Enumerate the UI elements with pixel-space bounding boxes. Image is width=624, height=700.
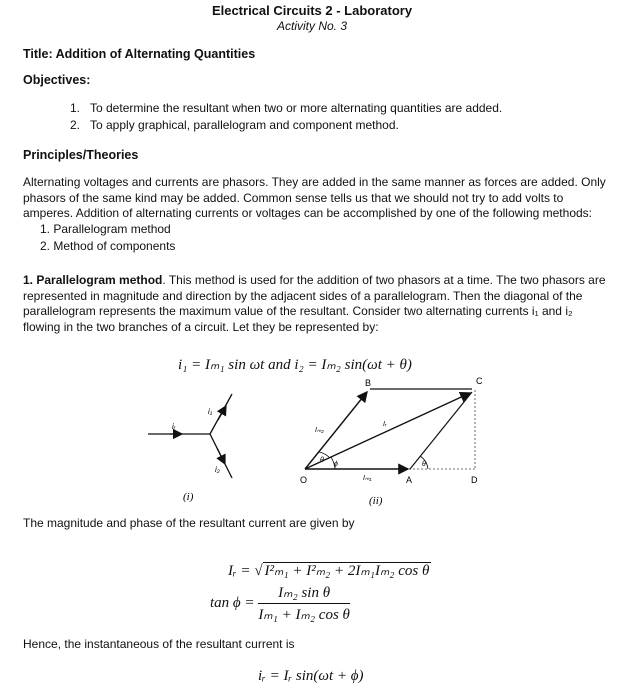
point-b: B: [365, 378, 372, 388]
principles-paragraph: Alternating voltages and currents are phasors. They are added in the same manner as forces are added. Only phasors of the same kind may be added. Common sense tells us that we should not try to add volts to amperes. Addition of alternating currents or voltages can be accomplished by one of the following methods:: [23, 175, 606, 220]
caption-ii: (ii): [369, 495, 383, 507]
list-item: 1. To determine the resultant when two or more alternating quantities are added.: [70, 101, 503, 115]
label-theta-a: θ: [422, 461, 426, 468]
junction-diagram: [148, 394, 232, 478]
principles-heading: Principles/Theories: [23, 148, 139, 162]
label-theta: θ: [320, 457, 324, 464]
methods-list: [40, 222, 175, 256]
tan-lhs: tan ϕ =: [210, 595, 255, 611]
parallelogram-paragraph: [23, 273, 613, 335]
upper-arrow: [218, 406, 226, 420]
tan-equation: [210, 583, 350, 624]
magnitude-lhs: Iᵣ =: [228, 563, 251, 579]
caption-i: (i): [183, 491, 194, 503]
parallelogram-text: . This method is used for the addition of two phasors at a time. The two phasors are represented in magnitude and direction by the adjacent sides of a parallelogram. Then the diagonal of the parallelogram represents the maximum value of the resultant. Consider two alternating currents i₁ and i₂ flowing in the two branches of a circuit. Let they be represented by:: [23, 273, 606, 334]
hence-text: Hence, the instantaneous of the resultant current is: [23, 637, 295, 651]
magnitude-equation: Iᵣ = √ I²ₘ₁ + I²ₘ₂ + 2Iₘ₁Iₘ₂ cos θ: [228, 563, 430, 579]
activity-title: Title: Addition of Alternating Quantities: [23, 47, 256, 61]
tan-numerator: Iₘ₂ sin θ: [258, 583, 350, 604]
activity-number: Activity No. 3: [276, 19, 348, 33]
label-ir-vector: Iᵣ: [383, 421, 387, 428]
list-item: 1. Parallelogram method: [40, 222, 171, 236]
list-item: 2. To apply graphical, parallelogram and component method.: [70, 118, 399, 132]
label-ir: iᵣ: [172, 422, 176, 431]
point-a: A: [406, 475, 413, 485]
document-title: Electrical Circuits 2 - Laboratory: [211, 3, 413, 18]
instantaneous-equation: iᵣ = Iᵣ sin(ωt + ϕ): [258, 668, 364, 684]
list-item: 2. Method of components: [40, 239, 176, 253]
label-i2: i₂: [215, 465, 220, 474]
tan-denominator: Iₘ₁ + Iₘ₂ cos θ: [258, 607, 350, 623]
resultant-intro: The magnitude and phase of the resultant current are given by: [23, 516, 355, 530]
lower-arrow: [217, 448, 225, 464]
label-im1: Iₘ₁: [363, 475, 372, 482]
point-c: C: [476, 376, 483, 386]
side-ac: [410, 392, 472, 469]
tan-fraction: [258, 583, 350, 624]
currents-equation: i₁ = Iₘ₁ sin ωt and i₂ = Iₘ₂ sin(ωt + θ): [178, 357, 412, 373]
point-d: D: [471, 475, 478, 485]
point-o: O: [300, 475, 308, 485]
label-phi: ϕ: [334, 461, 338, 468]
magnitude-rhs: I²ₘ₁ + I²ₘ₂ + 2Iₘ₁Iₘ₂ cos θ: [264, 563, 430, 579]
objectives-list: [70, 101, 502, 135]
label-im2: Iₘ₂: [315, 427, 324, 434]
parallelogram-lead: 1. Parallelogram method: [23, 273, 163, 287]
objectives-heading: Objectives:: [23, 73, 91, 87]
label-i1: i₁: [208, 407, 213, 416]
parallelogram-diagram: [300, 376, 483, 485]
phasor-figure: [0, 372, 624, 510]
